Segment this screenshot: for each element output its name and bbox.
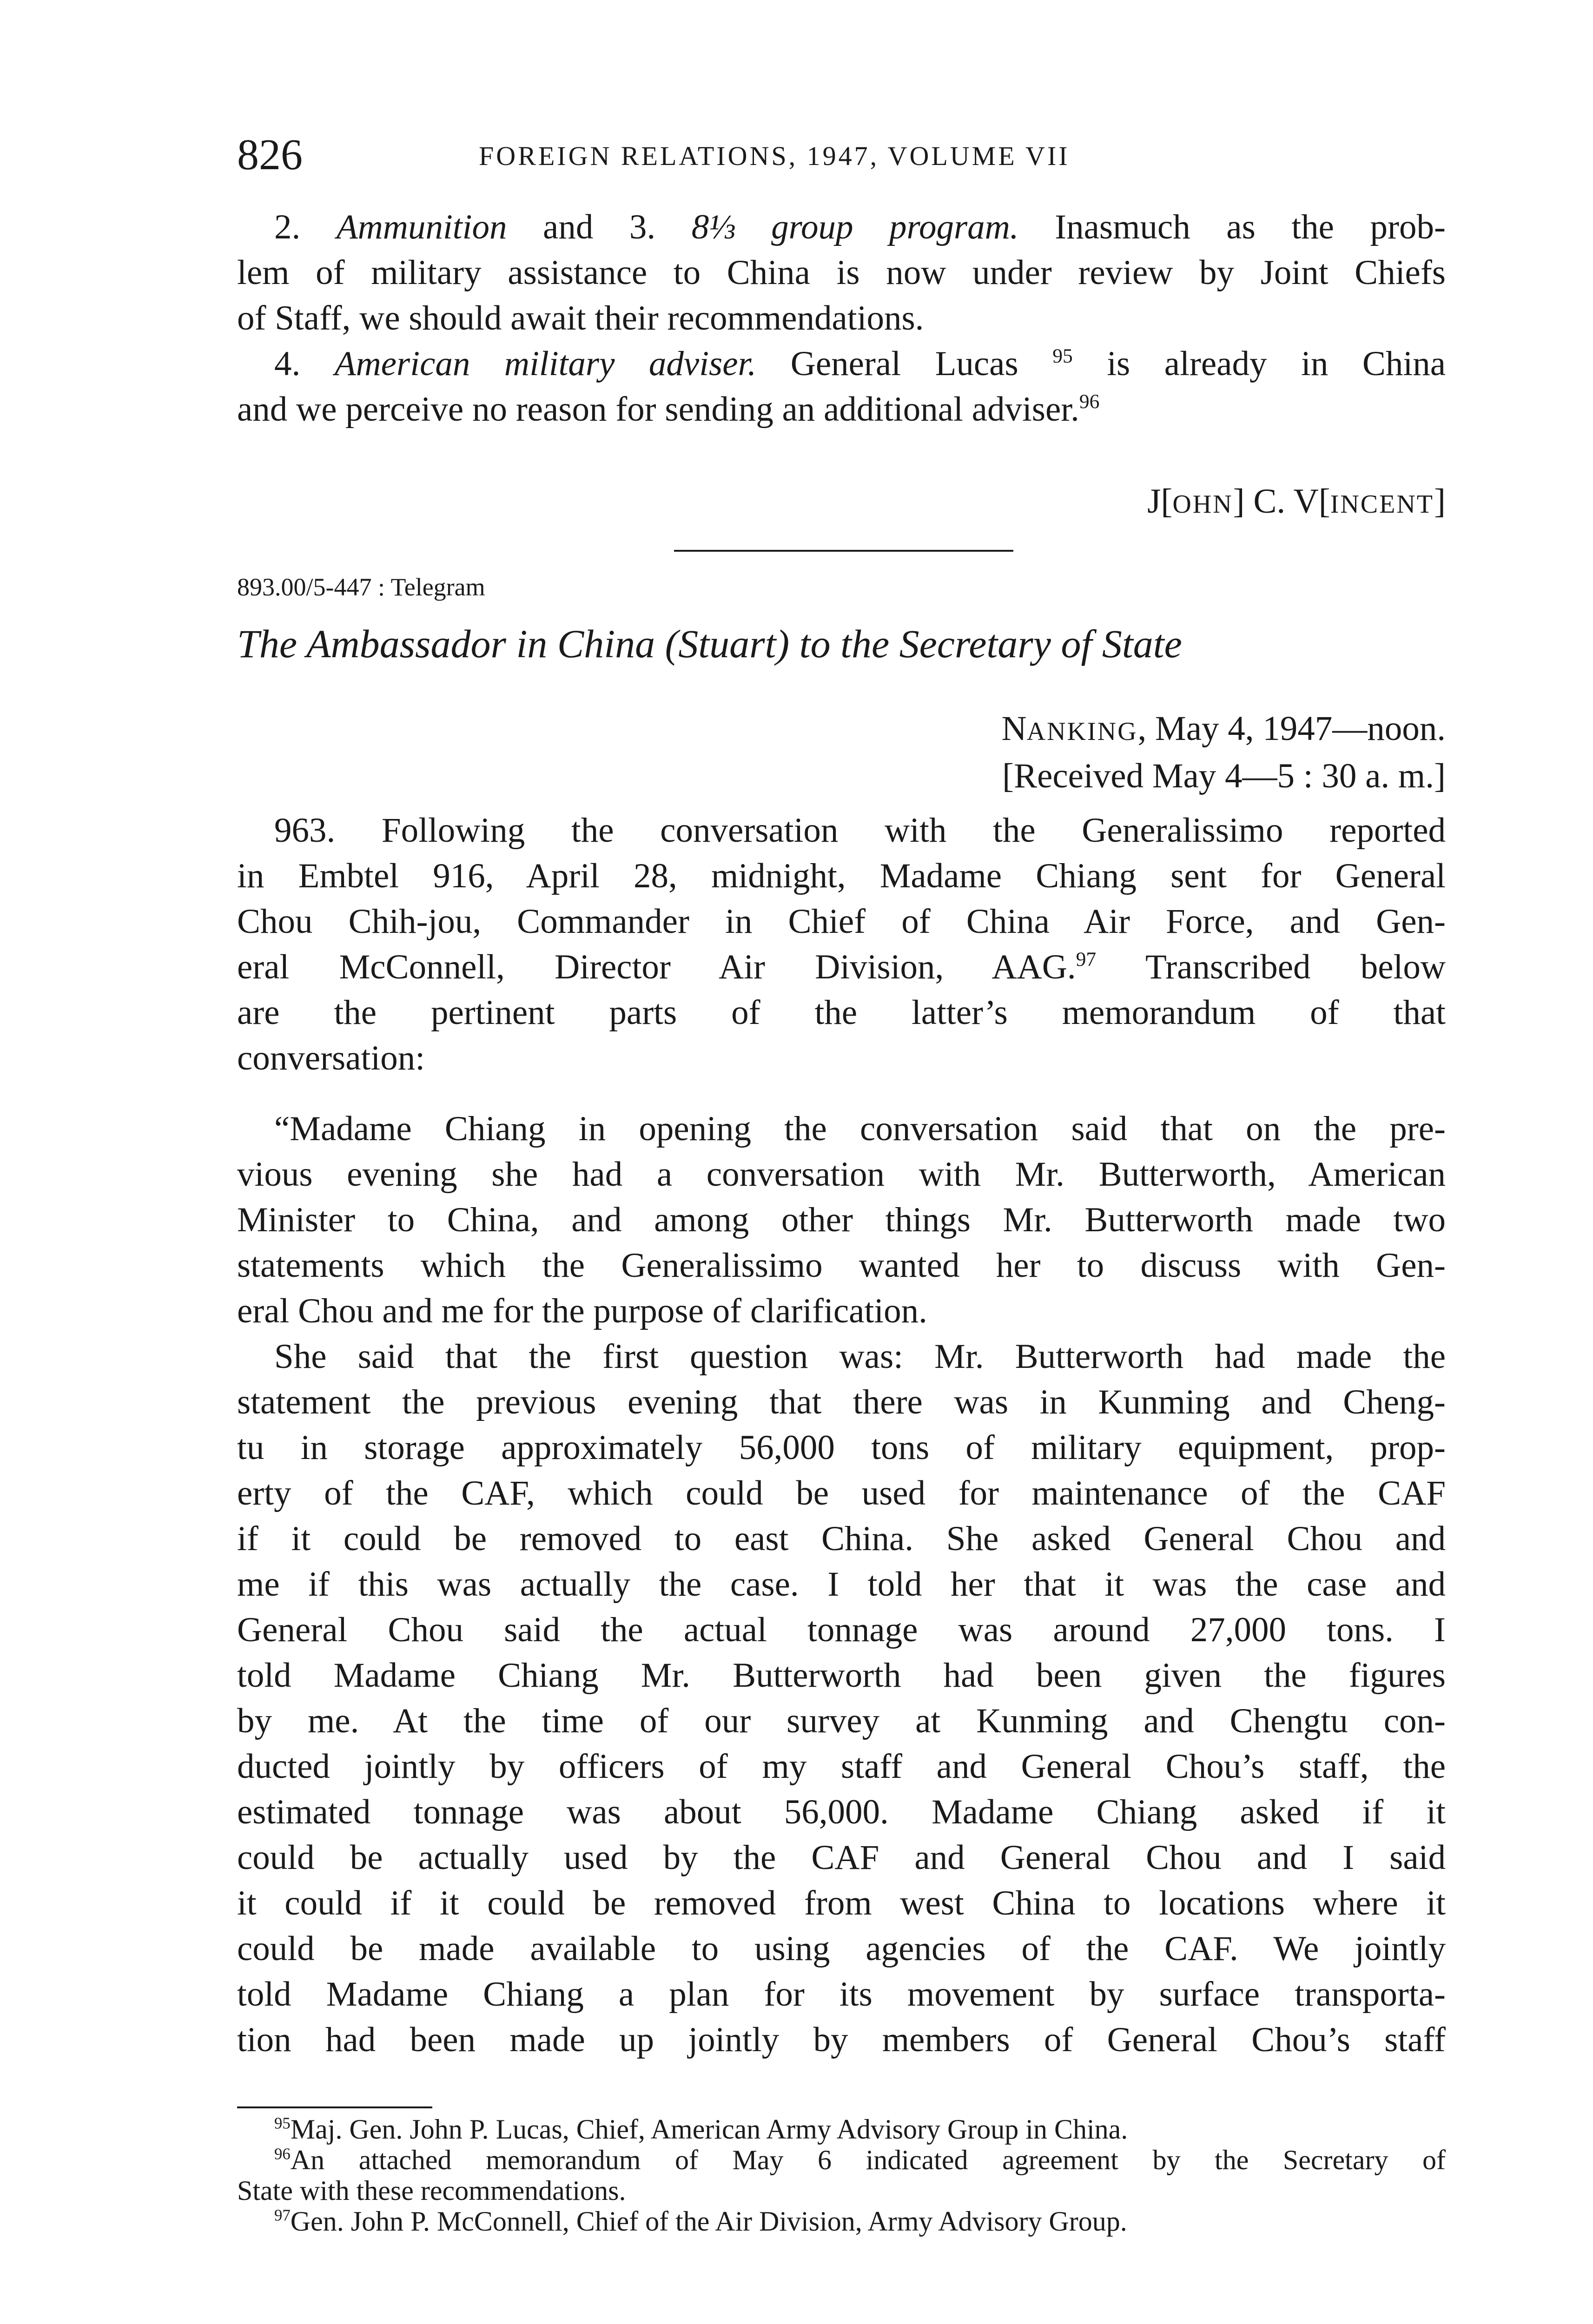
page-number: 826 [237, 131, 303, 179]
quote-line: “Madame Chiang in opening the conversation said that on the pre- [274, 1109, 1446, 1148]
quote-line: could be made available to using agencies of the CAF. We jointly [237, 1929, 1446, 1968]
footnote-ref: 97 [1076, 948, 1097, 971]
intro-line: and we perceive no reason for sending an additional adviser.$^{96}$ [237, 390, 1100, 429]
quote-line: Minister to China, and among other things Mr. Butterworth made two [237, 1201, 1446, 1239]
quote-line: eral Chou and me for the purpose of clarification. [237, 1292, 927, 1330]
body-line: eral McConnell, Director Air Division, AAG.$^{97}$ Transcribed below [237, 948, 1446, 986]
footnote-96-cont: State with these recommendations. [237, 2175, 626, 2206]
footnote-ref: 95 [1052, 345, 1073, 368]
quote-line: told Madame Chiang a plan for its movement by surface transporta- [237, 1975, 1446, 2014]
quote-line: She said that the first question was: Mr. Butterworth had made the [274, 1337, 1446, 1376]
memorandum-quote [237, 1106, 1446, 2063]
running-head [237, 129, 1446, 185]
place-date: NANKING, May 4, 1947—noon. [1001, 709, 1446, 748]
quote-line: me if this was actually the case. I told her that it was the case and [237, 1565, 1446, 1604]
running-title: FOREIGN RELATIONS, 1947, VOLUME VII [479, 141, 1070, 171]
footnote-divider [237, 2106, 432, 2108]
quote-line: vious evening she had a conversation with Mr. Butterworth, American [237, 1155, 1446, 1194]
body-line: in Embtel 916, April 28, midnight, Madame Chiang sent for General [237, 857, 1446, 895]
quote-paragraph-1 [237, 1106, 1446, 1334]
intro-line: lem of military assistance to China is now under review by Joint Chiefs [237, 253, 1446, 292]
footnote-95: $^{95}$Maj. Gen. John P. Lucas, Chief, American Army Advisory Group in China. [274, 2114, 1128, 2145]
quote-line: estimated tonnage was about 56,000. Madame Chiang asked if it [237, 1793, 1446, 1831]
body-line: conversation: [237, 1039, 425, 1077]
footnote-96: $^{96}$An attached memorandum of May 6 indicated agreement by the Secretary of [274, 2145, 1446, 2175]
quote-line: could be actually used by the CAF and General Chou and I said [237, 1838, 1446, 1877]
body-line: are the pertinent parts of the latter’s memorandum of that [237, 993, 1446, 1032]
quote-line: by me. At the time of our survey at Kunming and Chengtu con- [237, 1702, 1446, 1740]
intro-line: 2. Ammunition and 3. 8⅓ group program. Inasmuch as the prob- [274, 208, 1446, 246]
quote-line: if it could be removed to east China. She asked General Chou and [237, 1519, 1446, 1558]
section-divider [674, 550, 1013, 552]
footnote-97: $^{97}$Gen. John P. McConnell, Chief of the Air Division, Army Advisory Group. [274, 2206, 1127, 2237]
footnote-ref: 96 [1079, 390, 1100, 413]
received-note: [Received May 4—5 : 30 a. m.] [1002, 757, 1446, 795]
document-title: The Ambassador in China (Stuart) to the Secretary of State [237, 621, 1182, 666]
body-line: Chou Chih-jou, Commander in Chief of China Air Force, and Gen- [237, 902, 1446, 941]
quote-line: ducted jointly by officers of my staff and General Chou’s staff, the [237, 1747, 1446, 1786]
quote-line: it could if it could be removed from west China to locations where it [237, 1884, 1446, 1922]
quote-line: General Chou said the actual tonnage was around 27,000 tons. I [237, 1611, 1446, 1649]
intro-line: of Staff, we should await their recommendations. [237, 299, 924, 337]
quote-line: statement the previous evening that there was in Kunming and Cheng- [237, 1383, 1446, 1421]
signature: J[OHN] C. V[INCENT] [1147, 482, 1446, 521]
quote-line: told Madame Chiang Mr. Butterworth had been given the figures [237, 1656, 1446, 1695]
telegram-paragraph [237, 808, 1446, 1081]
intro-line: 4. American military adviser. General Lucas $^{95}$ is already in China [274, 344, 1446, 383]
body-line: 963. Following the conversation with the Generalissimo reported [274, 811, 1446, 850]
quote-line: tion had been made up jointly by members of General Chou’s staff [237, 2020, 1446, 2059]
quote-line: erty of the CAF, which could be used for maintenance of the CAF [237, 1474, 1446, 1512]
quote-line: tu in storage approximately 56,000 tons of military equipment, prop- [237, 1428, 1446, 1467]
footnotes [237, 2114, 1446, 2237]
quote-paragraph-2 [237, 1334, 1446, 2063]
intro-paragraph [237, 205, 1446, 432]
file-reference: 893.00/5-447 : Telegram [237, 573, 485, 601]
quote-line: statements which the Generalissimo wanted her to discuss with Gen- [237, 1246, 1446, 1285]
dateline [1001, 706, 1446, 799]
